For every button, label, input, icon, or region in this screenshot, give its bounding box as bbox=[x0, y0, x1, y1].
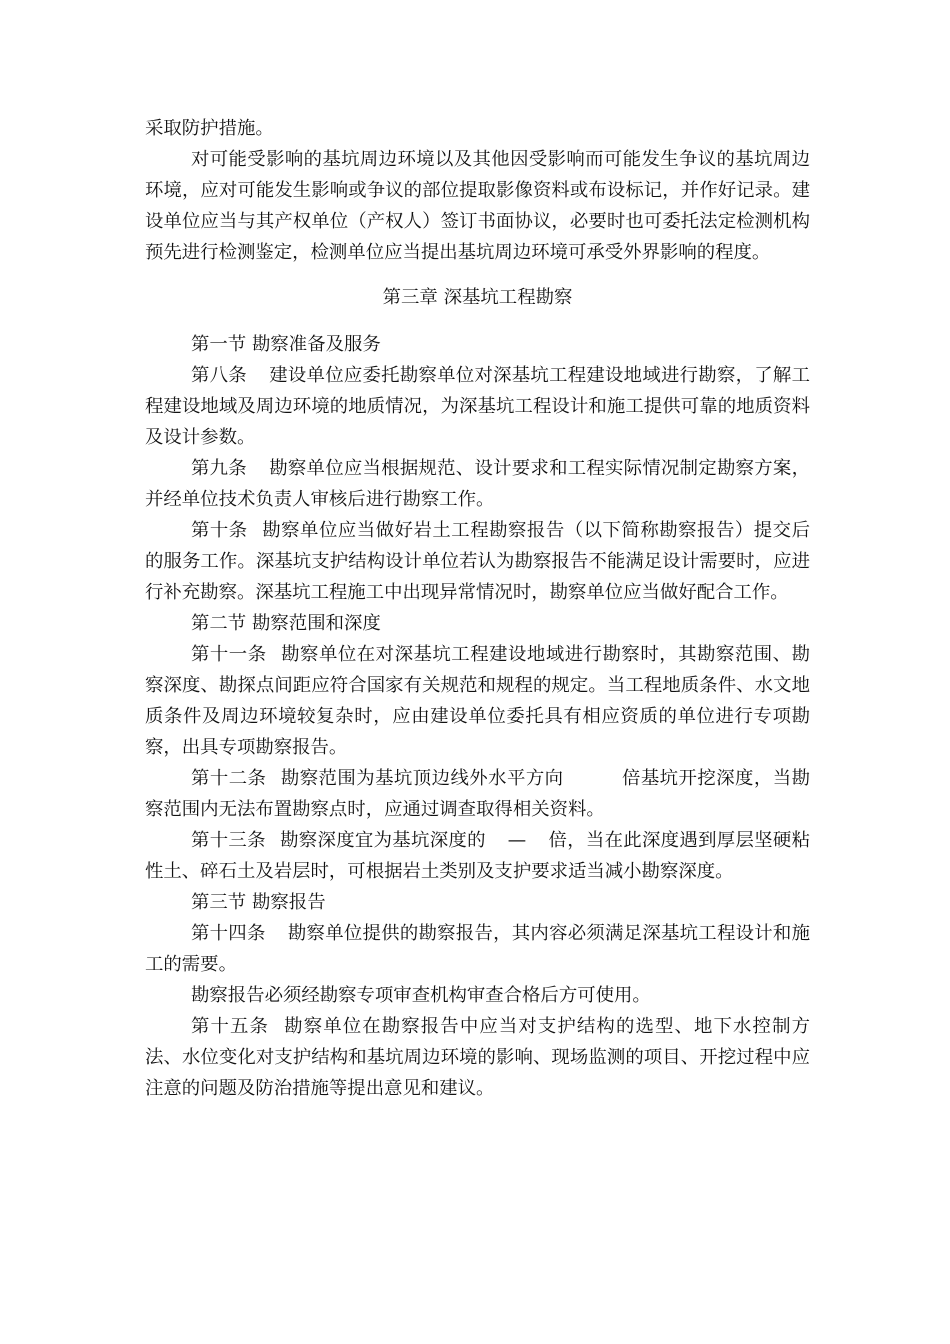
article-label: 第十一条 bbox=[191, 644, 267, 665]
paragraph-review: 勘察报告必须经勘察专项审查机构审查合格后方可使用。 bbox=[191, 985, 651, 1006]
paragraph-continuation: 采取防护措施。 bbox=[145, 118, 274, 139]
article-11 bbox=[145, 639, 810, 763]
section-title-2: 第二节 勘察范围和深度 bbox=[191, 613, 381, 634]
chapter-title: 第三章 深基坑工程勘察 bbox=[382, 287, 573, 308]
article-text: 勘察深度宜为基坑深度的 bbox=[279, 830, 486, 851]
article-label: 第十五条 bbox=[191, 1016, 270, 1037]
article-text: 勘察单位提供的勘察报告，其内容必须满足深基坑工程设计和施工的需要。 bbox=[145, 923, 810, 975]
article-text: 勘察单位应当做好岩土工程勘察报告（以下简称勘察报告）提交后的服务工作。深基坑支护结构设计单位若认为勘察报告不能满足设计需要时，应进行补充勘察。深基坑工程施工中出现异常情况时，勘察单位应当做好配合工作。 bbox=[145, 520, 810, 603]
section-title-3: 第三节 勘察报告 bbox=[191, 892, 326, 913]
article-text: 建设单位应委托勘察单位对深基坑工程建设地域进行勘察，了解工程建设地域及周边环境的地质情况，为深基坑工程设计和施工提供可靠的地质资料及设计参数。 bbox=[145, 365, 810, 448]
article-text: 倍基坑开挖深度，当勘察范围内无法布置勘察点时，应通过调查取得相关资料。 bbox=[145, 768, 810, 820]
article-12 bbox=[145, 763, 810, 825]
article-label: 第八条 bbox=[191, 365, 247, 386]
article-9 bbox=[145, 453, 810, 515]
article-15 bbox=[145, 1011, 810, 1104]
article-text: 勘察单位在对深基坑工程建设地域进行勘察时，其勘察范围、勘察深度、勘探点间距应符合国家有关规范和规程的规定。当工程地质条件、水文地质条件及周边环境较复杂时，应由建设单位委托具有相应资质的单位进行专项勘察，出具专项勘察报告。 bbox=[145, 644, 810, 758]
article-label: 第十三条 bbox=[191, 830, 266, 851]
article-14 bbox=[145, 918, 810, 980]
article-text: 勘察范围为基坑顶边线外水平方向 bbox=[280, 768, 564, 789]
dash: — bbox=[507, 830, 527, 851]
paragraph-records: 对可能受影响的基坑周边环境以及其他因受影响而可能发生争议的基坑周边环境，应对可能发生影响或争议的部位提取影像资料或布设标记，并作好记录。建设单位应当与其产权单位（产权人）签订书面协议，必要时也可委托法定检测机构预先进行检测鉴定，检测单位应当提出基坑周边环境可承受外界影响的程度。 bbox=[145, 149, 810, 263]
article-label: 第十条 bbox=[191, 520, 248, 541]
article-13 bbox=[145, 825, 810, 887]
article-label: 第九条 bbox=[191, 458, 247, 479]
section-title-1: 第一节 勘察准备及服务 bbox=[191, 334, 381, 355]
document-body bbox=[145, 113, 810, 1104]
article-text: 倍，当在此深度遇到厚层坚硬粘性土、碎石土及岩层时，可根据岩土类别及支护要求适当减小勘察深度。 bbox=[145, 830, 810, 882]
article-10 bbox=[145, 515, 810, 608]
article-label: 第十四条 bbox=[191, 923, 266, 944]
article-text: 勘察单位应当根据规范、设计要求和工程实际情况制定勘察方案，并经单位技术负责人审核后进行勘察工作。 bbox=[145, 458, 810, 510]
article-text: 勘察单位在勘察报告中应当对支护结构的选型、地下水控制方法、水位变化对支护结构和基坑周边环境的影响、现场监测的项目、开挖过程中应注意的问题及防治措施等提出意见和建议。 bbox=[145, 1016, 810, 1099]
article-8 bbox=[145, 360, 810, 453]
article-label: 第十二条 bbox=[191, 768, 267, 789]
